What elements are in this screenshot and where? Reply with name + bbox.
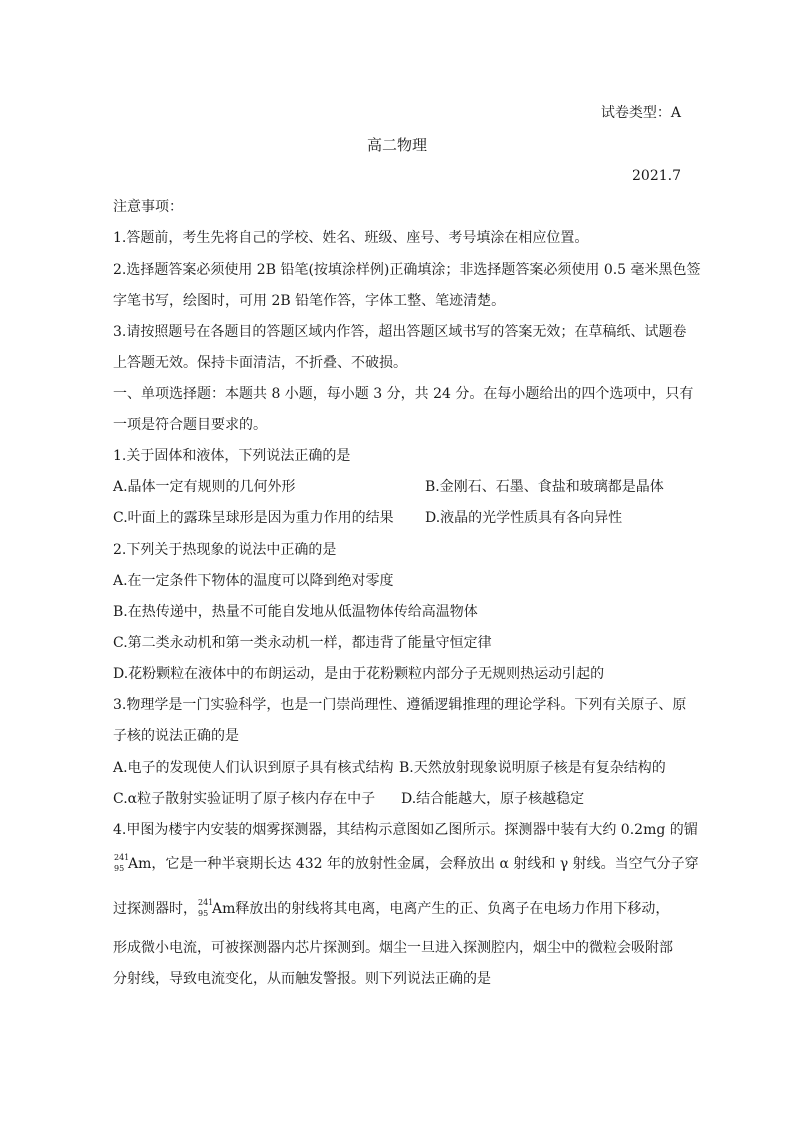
isotope-symbol: Am xyxy=(128,856,152,872)
question-4-line-3-text: 释放出的射线将其电离，电离产生的正、负离子在电场力作用下移动， xyxy=(235,901,670,917)
exam-type-label: 试卷类型：A xyxy=(600,105,681,121)
notice-item-3-line-2: 上答题无效。保持卡面清洁，不折叠、不破损。 xyxy=(113,355,407,371)
question-1-stem: 1.关于固体和液体，下列说法正确的是 xyxy=(113,448,351,464)
question-4-line-3 xyxy=(113,898,683,920)
question-4-line-3-prefix: 过探测器时， xyxy=(113,901,197,917)
notice-item-1: 1.答题前，考生先将自己的学校、姓名、班级、座号、考号填涂在相应位置。 xyxy=(113,230,589,246)
exam-date: 2021.7 xyxy=(632,168,681,184)
notice-item-3-line-1: 3.请按照题号在各题目的答题区域内作答，超出答题区域书写的答案无效；在草稿纸、试题卷 xyxy=(113,324,687,340)
question-3-stem-line-2: 子核的说法正确的是 xyxy=(113,728,239,744)
question-4-line-4: 形成微小电流，可被探测器内芯片探测到。烟尘一旦进入探测腔内，烟尘中的微粒会吸附部 xyxy=(113,940,673,956)
americium-isotope-inline xyxy=(197,898,214,920)
question-3-options-row-2 xyxy=(113,789,683,809)
isotope-atomic-number-inline: 95 xyxy=(198,909,209,918)
question-2-option-b: B.在热传递中，热量不可能自发地从低温物体传给高温物体 xyxy=(113,604,478,620)
question-2-stem: 2.下列关于热现象的说法中正确的是 xyxy=(113,542,337,558)
question-3-option-c: C.α粒子散射实验证明了原子核内存在中子 xyxy=(113,791,376,807)
question-3-option-a: A.电子的发现使人们认识到原子具有核式结构 xyxy=(113,760,394,776)
isotope-mass-number-inline: 241 xyxy=(198,898,214,907)
question-3-option-b: B.天然放射现象说明原子核是有复杂结构的 xyxy=(399,760,666,776)
question-1-option-d: D.液晶的光学性质具有各向异性 xyxy=(425,510,623,526)
question-1-option-b: B.金刚石、石墨、食盐和玻璃都是晶体 xyxy=(425,479,664,495)
question-4-line-1: 4.甲图为楼宇内安装的烟雾探测器，其结构示意图如乙图所示。探测器中装有大约 0.2mg 的镅 xyxy=(113,822,698,838)
question-4-line-2 xyxy=(113,853,699,875)
question-3-option-d: D.结合能越大，原子核越稳定 xyxy=(401,791,585,807)
notice-item-2-line-2: 字笔书写，绘图时，可用 2B 铅笔作答，字体工整、笔迹清楚。 xyxy=(113,293,506,309)
americium-isotope xyxy=(113,853,130,875)
question-3-stem-line-1: 3.物理学是一门实验科学，也是一门崇尚理性、遵循逻辑推理的理论学科。下列有关原子、原 xyxy=(113,697,687,713)
section-1-heading-line-1: 一、单项选择题：本题共 8 小题，每小题 3 分，共 24 分。在每小题给出的四个选项中，只有 xyxy=(113,386,694,402)
question-1-options-row-2 xyxy=(113,508,683,528)
question-1-option-a: A.晶体一定有规则的几何外形 xyxy=(113,479,296,495)
question-1-option-c: C.叶面上的露珠呈球形是因为重力作用的结果 xyxy=(113,510,394,526)
section-1-heading-line-2: 一项是符合题目要求的。 xyxy=(113,417,267,433)
question-4-line-5: 分射线，导致电流变化，从而触发警报。则下列说法正确的是 xyxy=(113,971,491,987)
question-1-options-row-1 xyxy=(113,477,683,497)
question-2-option-c: C.第二类永动机和第一类永动机一样，都违背了能量守恒定律 xyxy=(113,635,492,651)
notice-heading: 注意事项： xyxy=(113,199,183,215)
page-title: 高二物理 xyxy=(366,136,427,154)
isotope-symbol-inline: Am xyxy=(212,901,236,917)
notice-item-2-line-1: 2.选择题答案必须使用 2B 铅笔(按填涂样例)正确填涂；非选择题答案必须使用 0.5 毫米黑色签 xyxy=(113,262,701,278)
question-4-line-2-text: ，它是一种半衰期长达 432 年的放射性金属，会释放出 α 射线和 γ 射线。当空气分子穿 xyxy=(151,856,699,872)
isotope-mass-number: 241 xyxy=(114,853,130,862)
question-2-option-d: D.花粉颗粒在液体中的布朗运动，是由于花粉颗粒内部分子无规则热运动引起的 xyxy=(113,666,605,682)
question-3-options-row-1 xyxy=(113,758,683,778)
isotope-atomic-number: 95 xyxy=(114,864,125,873)
question-2-option-a: A.在一定条件下物体的温度可以降到绝对零度 xyxy=(113,573,394,589)
